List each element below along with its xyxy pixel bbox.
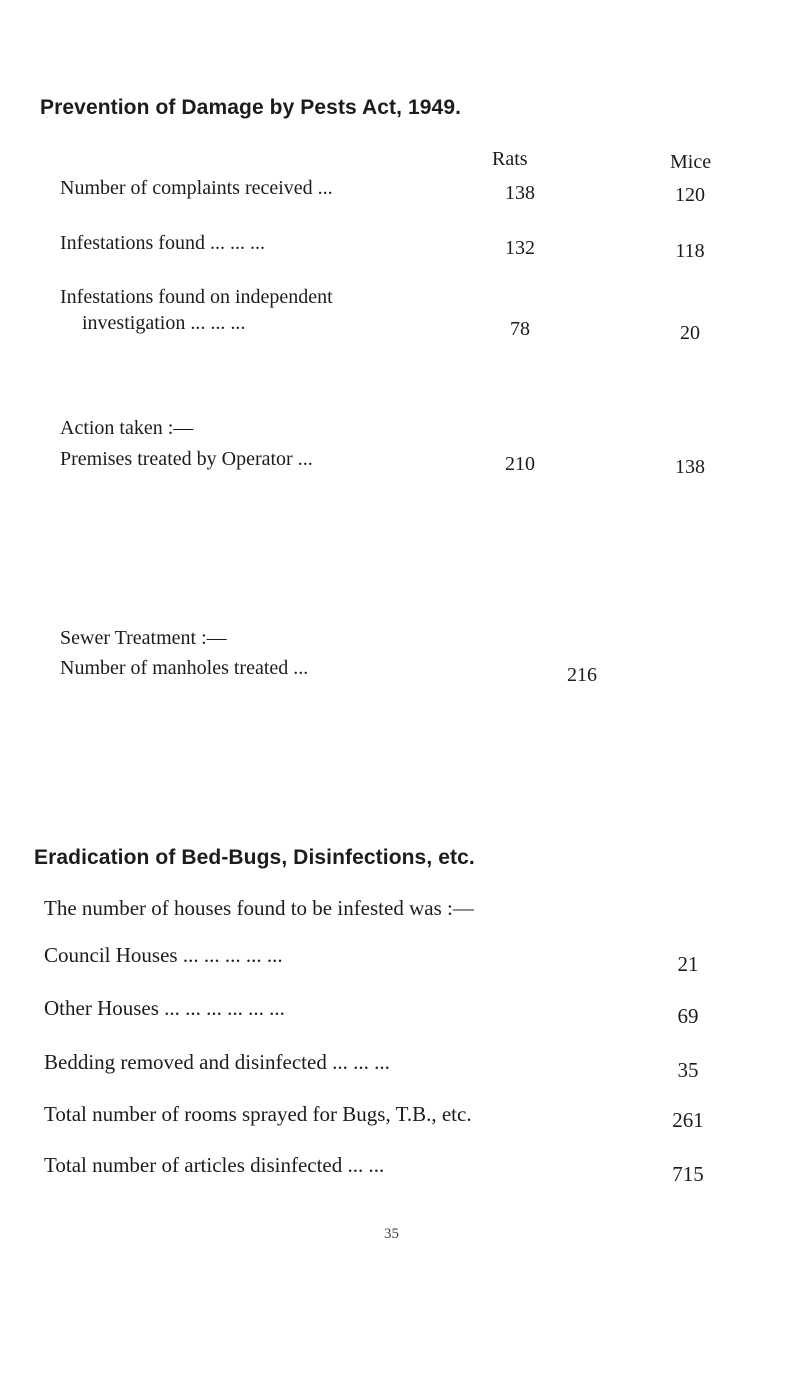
value-independent-rats: 78 bbox=[510, 318, 530, 340]
row-label-infestations: Infestations found ... ... ... bbox=[60, 232, 265, 254]
value-infestations-mice: 118 bbox=[675, 240, 705, 262]
value-premises-mice: 138 bbox=[675, 456, 705, 478]
value-other-houses: 69 bbox=[677, 1004, 699, 1028]
row-label-independent-line2: investigation ... ... ... bbox=[82, 312, 246, 334]
value-bedding: 35 bbox=[677, 1058, 699, 1082]
infested-houses-intro: The number of houses found to be infested was :— bbox=[44, 896, 474, 920]
value-complaints-mice: 120 bbox=[675, 184, 705, 206]
section-title-pests-act: Prevention of Damage by Pests Act, 1949. bbox=[40, 96, 462, 119]
row-label-rooms-sprayed: Total number of rooms sprayed for Bugs, T.B., etc. bbox=[44, 1102, 472, 1126]
value-premises-rats: 210 bbox=[505, 453, 535, 475]
value-infestations-rats: 132 bbox=[505, 237, 535, 259]
row-label-other-houses: Other Houses ... ... ... ... ... ... bbox=[44, 996, 285, 1020]
page-number: 35 bbox=[384, 1226, 399, 1242]
row-label-independent-line1: Infestations found on independent bbox=[60, 286, 333, 308]
column-header-rats: Rats bbox=[492, 148, 528, 170]
row-label-manholes: Number of manholes treated ... bbox=[60, 657, 309, 679]
value-independent-mice: 20 bbox=[680, 322, 700, 344]
value-complaints-rats: 138 bbox=[505, 182, 535, 204]
sewer-treatment-heading: Sewer Treatment :— bbox=[60, 627, 227, 649]
row-label-council-houses: Council Houses ... ... ... ... ... bbox=[44, 943, 283, 967]
value-rooms-sprayed: 261 bbox=[672, 1108, 704, 1132]
row-label-bedding: Bedding removed and disinfected ... ... ... bbox=[44, 1050, 390, 1074]
value-council-houses: 21 bbox=[677, 952, 699, 976]
row-label-premises-treated: Premises treated by Operator ... bbox=[60, 448, 313, 470]
section-title-bed-bugs: Eradication of Bed-Bugs, Disinfections, etc. bbox=[34, 846, 475, 869]
column-header-mice: Mice bbox=[670, 151, 712, 173]
row-label-complaints: Number of complaints received ... bbox=[60, 177, 333, 199]
value-articles-disinfected: 715 bbox=[672, 1162, 704, 1186]
value-manholes: 216 bbox=[567, 664, 597, 686]
action-taken-heading: Action taken :— bbox=[60, 417, 194, 439]
row-label-articles-disinfected: Total number of articles disinfected ... ... bbox=[44, 1153, 385, 1177]
